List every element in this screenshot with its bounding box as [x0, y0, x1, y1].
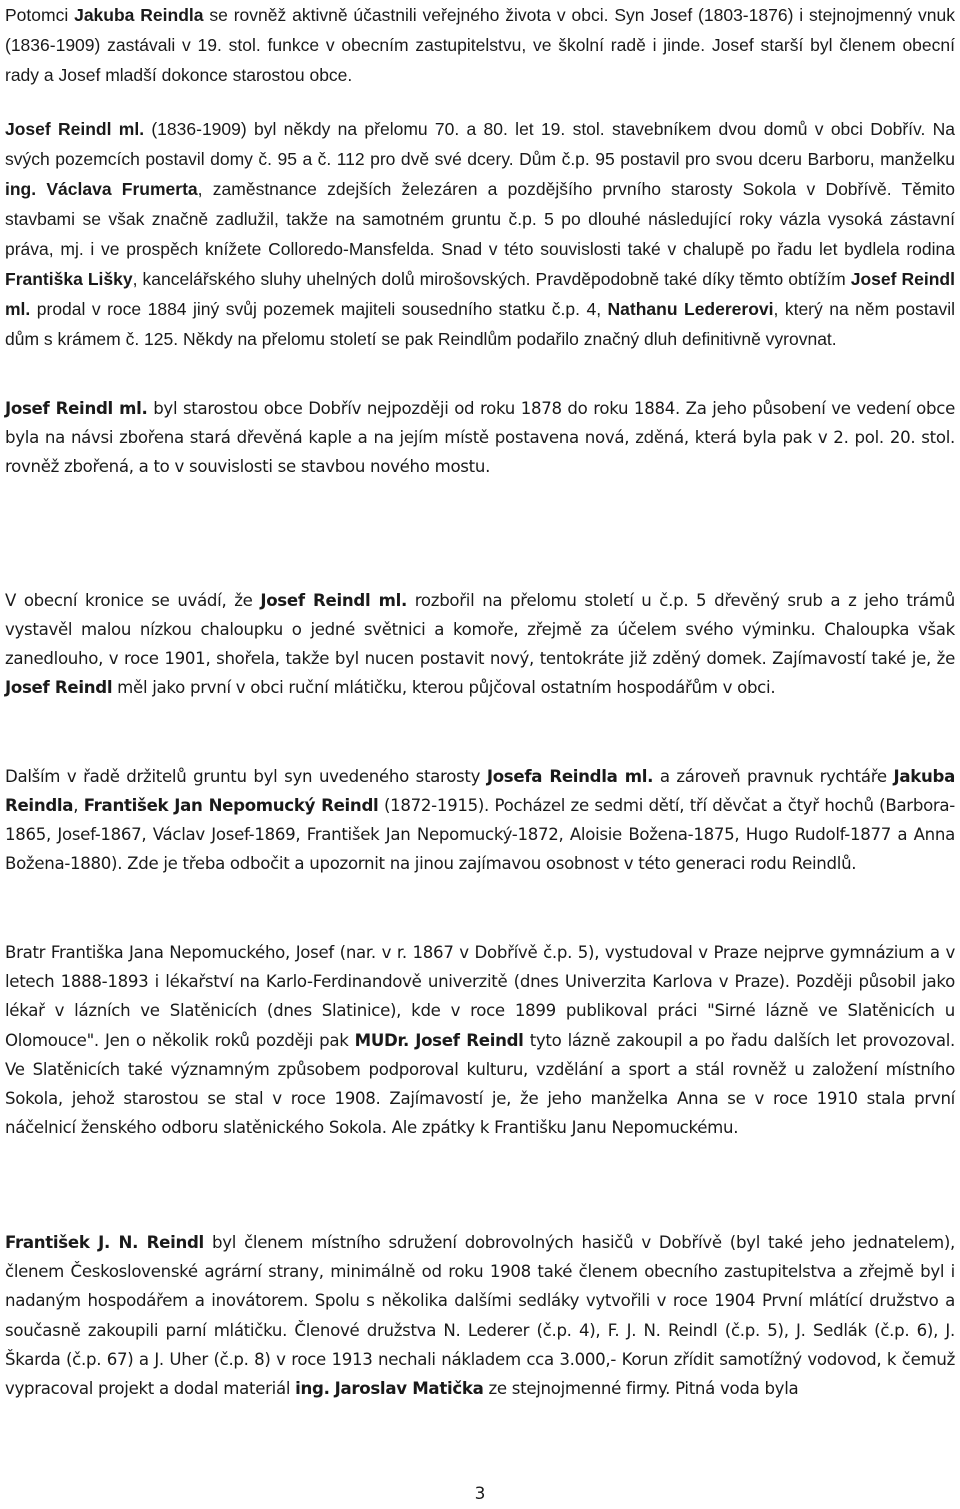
bold-text-run: Jakuba Reindla — [5, 767, 955, 815]
text-run: byl členem místního sdružení dobrovolných hasičů v Dobřívě (byl také jeho jednatelem), členem Československé agrární strany, minimálně od roku 1908 také členem obecního zastupitelstva a zřejmě byl i nadaným hospodářem a inovátorem. Spolu s několika dalšími sedláky vytvořili v roce 1904 První mlátící družstvo a současně zakoupili parní mlátičku. Členové družstva N. Lederer (č.p. 4), F. J. N. Reindl (č.p. 5), J. Sedlák (č.p. 6), J. Škarda (č.p. 67) a J. Uher (č.p. 8) v roce 1913 nechali nákladem cca 3.000,- Korun zřídit samotížný vodovod, k čemuž vypracoval projekt a dodal materiál — [5, 1233, 955, 1399]
text-run: byl starostou obce Dobřív nejpozději od roku 1878 do roku 1884. Za jeho působení ve vedení obce byla na návsi zbořena stará dřevěná kaple a na jejím místě postavena nová, zděná, která byla pak v 2. pol. 20. stol. rovněž zbořená, a to v souvislosti se stavbou nového mostu. — [5, 399, 955, 476]
paragraph-brother-josef — [5, 938, 955, 1142]
bold-text-run: František J. N. Reindl — [5, 1233, 204, 1252]
text-run: Dobřív — [870, 119, 921, 139]
text-run: ze stejnojmenné firmy. Pitná voda byla — [483, 1379, 799, 1399]
text-run: měl jako první v obci ruční mlátičku, kterou půjčoval ostatním hospodářům v obci. — [112, 678, 776, 697]
text-run — [36, 179, 46, 199]
text-run: prodal v roce 1884 jiný svůj pozemek majiteli sousedního statku č.p. 4, — [30, 299, 608, 319]
bold-text-run: ing. — [295, 1379, 330, 1399]
text-run: tyto lázně zakoupil a po řadu dalších let provozoval. Ve Slatěnicích také významným způsobem podporoval kulturu, vzdělání a sport a stál rovněž u založení místního Sokola, jehož starostou se stal v roce 1908. Zajímavostí je, že jeho manželka Anna se v roce 1910 stala první náčelnicí ženského odboru slatěnického Sokola. Ale zpátky k Františku Janu Nepomuckému. — [5, 1030, 955, 1138]
text-run: Bratr Františka Jana Nepomuckého, Josef (nar. v r. 1867 v Dobřívě č.p. 5), vystudoval v Praze nejprve gymnázium a v letech 1888-1893 i lékařství na Karlo-Ferdinandově univerzitě (dnes Univerzita Karlova v Praze). Později působil jako lékař v lázních ve Slatěnicích (dnes Slatinice), kde v roce 1899 publikoval práci "Sirné lázně ve Slatěnicích u Olomouce". Jen o několik roků později pak — [5, 943, 955, 1050]
bold-text-run: Josefa Reindla ml. — [486, 767, 654, 786]
text-run: , — [73, 796, 84, 815]
text-run: V obecní kronice se uvádí, že — [5, 591, 261, 610]
text-run: Potomci — [5, 5, 75, 25]
bold-text-run: Josef Reindl ml. — [5, 269, 955, 319]
text-run: , který na něm postavil dům s krámem č. 125. Někdy na přelomu století se pak Reindlům podařilo značný dluh definitivně vyrovnat. — [5, 299, 955, 349]
bold-text-run: Josef Reindl ml. — [5, 399, 148, 418]
paragraph-next-holder — [5, 762, 955, 878]
text-run: Dalším v řadě držitelů gruntu byl syn uvedeného starosty — [5, 767, 487, 786]
text-run: rozbořil na přelomu století u č.p. 5 dřevěný srub a z jeho trámů vystavěl malou nízkou chaloupku o jedné světnici a komoře, zřejmě za účelem svého výminku. Chaloupka však zanedlouho, v roce 1901, shořela, takže byl nucen postavit nový, tentokráte již zděný domek. Zajímavostí také je, že — [5, 591, 955, 668]
bold-text-run: Václava Frumerta — [46, 179, 198, 199]
paragraph-frantisek — [5, 1228, 955, 1403]
text-run: (1836-1909) byl někdy na přelomu 70. a 80. let 19. stol. stavebníkem dvou domů v obci — [144, 119, 871, 139]
bold-text-run: Nathanu Ledererovi — [607, 299, 774, 319]
bold-text-run: Jakuba Reindla — [74, 5, 204, 25]
text-run: . Na svých pozemcích postavil domy č. 95 a č. 112 pro dvě své dcery. Dům č.p. 95 postavil pro svou dceru Barboru, manželku — [5, 119, 955, 169]
text-run: , zaměstnance zdejších železáren a pozdějšího prvního starosty Sokola v Dobřívě. Těmito stavbami se však značně zadlužil, takže na samotném gruntu č.p. 5 po dlouhé následující roky vázla vysoká zástavní práva, mj. i ve prospěch knížete Colloredo-Mansfelda. Snad v této souvislosti také v chalupě po řadu let bydlela rodina — [5, 179, 955, 259]
bold-text-run: Josef Reindl ml. — [5, 119, 145, 139]
bold-text-run: Josef Reindl — [415, 1030, 524, 1050]
text-run: se rovněž aktivně účastnili veřejného života v obci. Syn Josef (1803-1876) i stejnojmenný vnuk (1836-1909) zastávali v 19. stol. funkce v obecním zastupitelstvu, ve školní radě i jinde. Josef starší byl členem obecní rady a Josef mladší dokonce starostou obce. — [5, 5, 955, 85]
paragraph-descendants — [5, 0, 955, 90]
paragraph-chronicle — [5, 586, 955, 702]
bold-text-run: František Jan Nepomucký Reindl — [83, 796, 379, 815]
bold-text-run: Josef Reindl ml. — [260, 591, 407, 610]
text-run: (1872-1915). Pocházel ze sedmi dětí, tří děvčat a čtyř hochů (Barbora-1865, Josef-1867, Václav Josef-1869, František Jan Nepomucký-1872, Aloisie Božena-1875, Hugo Rudolf-1877 a Anna Božena-1880). Zde je třeba odbočit a upozornit na jinou zajímavou osobnost v této generaci rodu Reindlů. — [5, 796, 955, 873]
text-run: a zároveň pravnuk rychtáře — [653, 767, 894, 786]
paragraph-josef-reindl-builder — [5, 114, 955, 354]
text-run: , kancelářského sluhy uhelných dolů mirošovských. Pravděpodobně také díky těmto obtížím — [132, 269, 851, 289]
page-number: 3 — [474, 1484, 486, 1504]
paragraph-mayor — [5, 394, 955, 481]
bold-text-run: MUDr. — [354, 1030, 410, 1050]
bold-text-run: Jaroslav Matička — [334, 1379, 484, 1399]
bold-text-run: ing. — [5, 179, 37, 199]
bold-text-run: Františka Lišky — [5, 269, 133, 289]
bold-text-run: Josef Reindl — [5, 678, 113, 697]
